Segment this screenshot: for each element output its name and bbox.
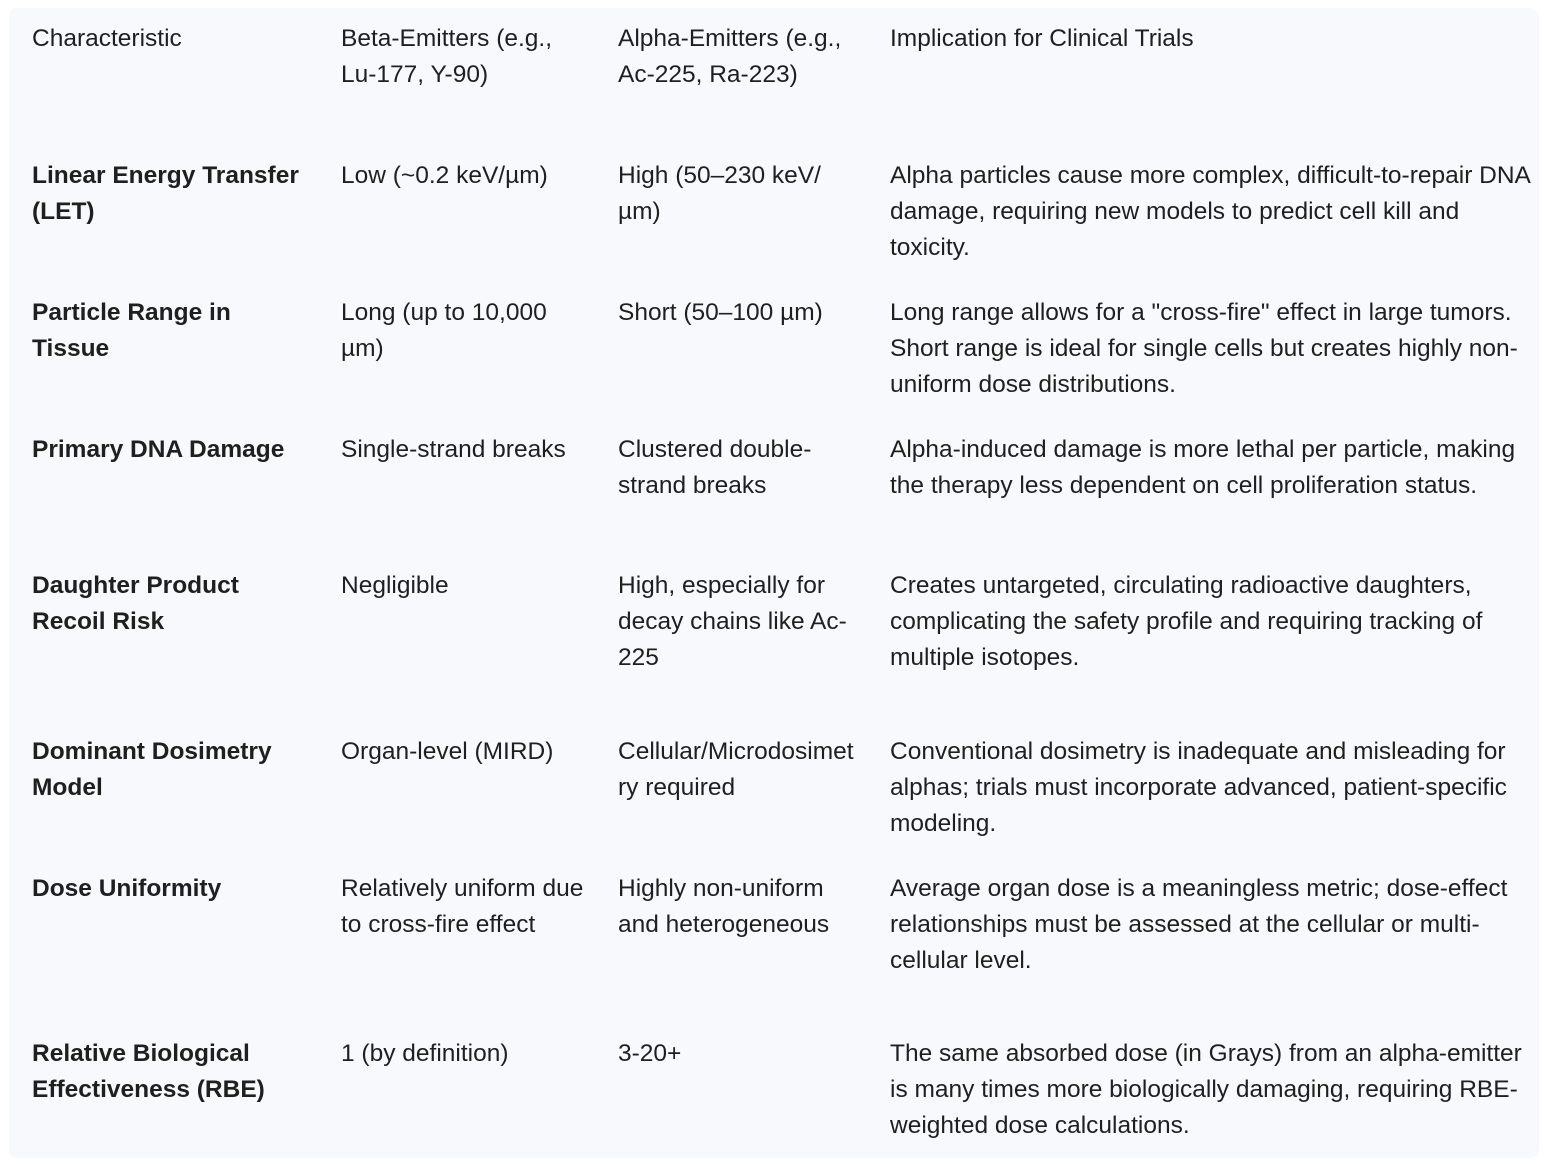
table-row — [9, 858, 1539, 1023]
table-row — [9, 419, 1539, 555]
row-characteristic: Dominant Dosimetry Model — [32, 738, 272, 801]
table-body — [9, 145, 1539, 1158]
comparison-table — [9, 8, 1539, 1158]
header-implication: Implication for Clinical Trials — [890, 25, 1194, 52]
table-row — [9, 282, 1539, 419]
header-row — [9, 8, 1539, 145]
row-beta-value: 1 (by definition) — [341, 1040, 509, 1067]
row-beta-value: Single-strand breaks — [341, 436, 566, 463]
table-row — [9, 1023, 1539, 1158]
row-implication: The same absorbed dose (in Grays) from an alpha-emitter is many times more biologically damaging, requiring RBE-weighted dose calculations. — [890, 1040, 1522, 1139]
table-header — [9, 8, 1539, 145]
row-implication: Long range allows for a "cross-fire" effect in large tumors. Short range is ideal for single cells but creates highly non-uniform dose distributions. — [890, 299, 1518, 398]
header-characteristic: Characteristic — [32, 25, 182, 52]
row-alpha-value: High, especially for decay chains like Ac-225 — [618, 572, 847, 671]
row-beta-value: Organ-level (MIRD) — [341, 738, 554, 765]
row-characteristic: Relative Biological Effectiveness (RBE) — [32, 1040, 265, 1103]
row-alpha-value: Clustered double-strand breaks — [618, 436, 812, 499]
table-row — [9, 145, 1539, 282]
row-characteristic: Linear Energy Transfer (LET) — [32, 162, 299, 225]
table-row — [9, 721, 1539, 858]
row-alpha-value: Cellular/Microdosimetry required — [618, 738, 854, 801]
row-alpha-value: 3-20+ — [618, 1040, 682, 1067]
row-implication: Alpha particles cause more complex, difficult-to-repair DNA damage, requiring new models to predict cell kill and toxicity. — [890, 162, 1530, 261]
row-implication: Creates untargeted, circulating radioactive daughters, complicating the safety profile and requiring tracking of multiple isotopes. — [890, 572, 1483, 671]
row-implication: Alpha-induced damage is more lethal per particle, making the therapy less dependent on cell proliferation status. — [890, 436, 1516, 499]
table-row — [9, 555, 1539, 721]
header-alpha-emitters: Alpha-Emitters (e.g., Ac-225, Ra-223) — [618, 25, 842, 88]
row-alpha-value: Short (50–100 µm) — [618, 299, 823, 326]
table-card — [9, 8, 1539, 1158]
row-implication: Conventional dosimetry is inadequate and misleading for alphas; trials must incorporate advanced, patient-specific modeling. — [890, 738, 1507, 837]
row-characteristic: Daughter Product Recoil Risk — [32, 572, 239, 635]
row-implication: Average organ dose is a meaningless metric; dose-effect relationships must be assessed at the cellular or multi-cellular level. — [890, 875, 1508, 974]
row-beta-value: Low (~0.2 keV/µm) — [341, 162, 548, 189]
row-beta-value: Negligible — [341, 572, 449, 599]
row-characteristic: Dose Uniformity — [32, 875, 222, 902]
row-alpha-value: Highly non-uniform and heterogeneous — [618, 875, 830, 938]
header-beta-emitters: Beta-Emitters (e.g., Lu-177, Y-90) — [341, 25, 553, 88]
row-characteristic: Particle Range in Tissue — [32, 299, 231, 362]
row-beta-value: Long (up to 10,000 µm) — [341, 299, 547, 362]
row-beta-value: Relatively uniform due to cross-fire effect — [341, 875, 584, 938]
row-alpha-value: High (50–230 keV/µm) — [618, 162, 821, 225]
row-characteristic: Primary DNA Damage — [32, 436, 285, 463]
